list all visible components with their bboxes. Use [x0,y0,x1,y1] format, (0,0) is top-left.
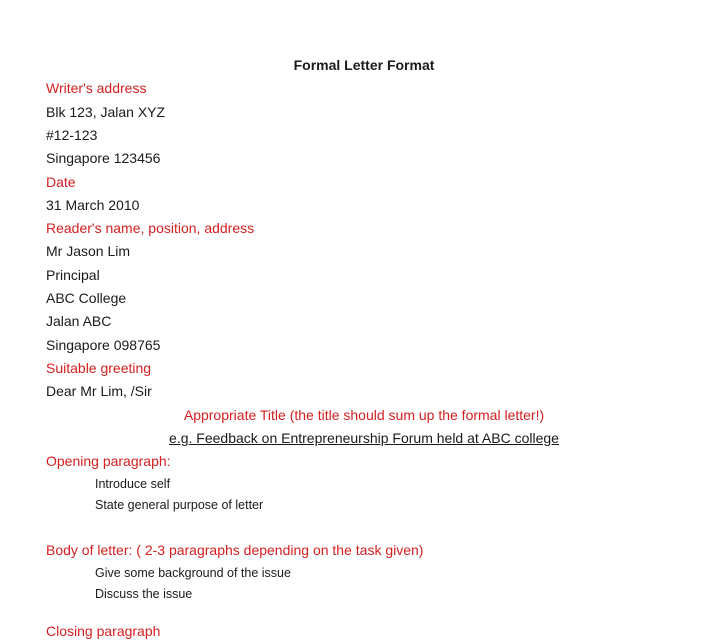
opening-label: Opening paragraph: [46,453,171,469]
reader-position: Principal [46,267,100,283]
title-example-row [0,429,728,447]
date-value: 31 March 2010 [46,197,140,213]
reader-org: ABC College [46,290,127,306]
body-item-2: Discuss the issue [95,587,193,601]
reader-street: Jalan ABC [46,313,112,329]
title-example: e.g. Feedback on Entrepreneurship Forum held at ABC college [169,430,559,446]
reader-name: Mr Jason Lim [46,243,131,259]
title-label: Appropriate Title (the title should sum up the formal letter!) [183,407,545,423]
body-item-1: Give some background of the issue [95,566,291,580]
date-label: Date [46,174,76,190]
opening-item-1: Introduce self [95,477,171,491]
address-line-1: Blk 123, Jalan XYZ [46,104,166,120]
opening-item-2: State general purpose of letter [95,498,264,512]
document-title: Formal Letter Format [293,57,435,73]
greeting-value: Dear Mr Lim, /Sir [46,383,152,399]
address-line-2: #12-123 [46,127,98,143]
address-line-3: Singapore 123456 [46,150,161,166]
reader-label: Reader's name, position, address [46,220,255,236]
reader-city: Singapore 098765 [46,337,161,353]
closing-label: Closing paragraph [46,623,161,639]
greeting-label: Suitable greeting [46,360,152,376]
writers-address-label: Writer's address [46,80,147,96]
body-label: Body of letter: ( 2-3 paragraphs depending on the task given) [46,542,424,558]
